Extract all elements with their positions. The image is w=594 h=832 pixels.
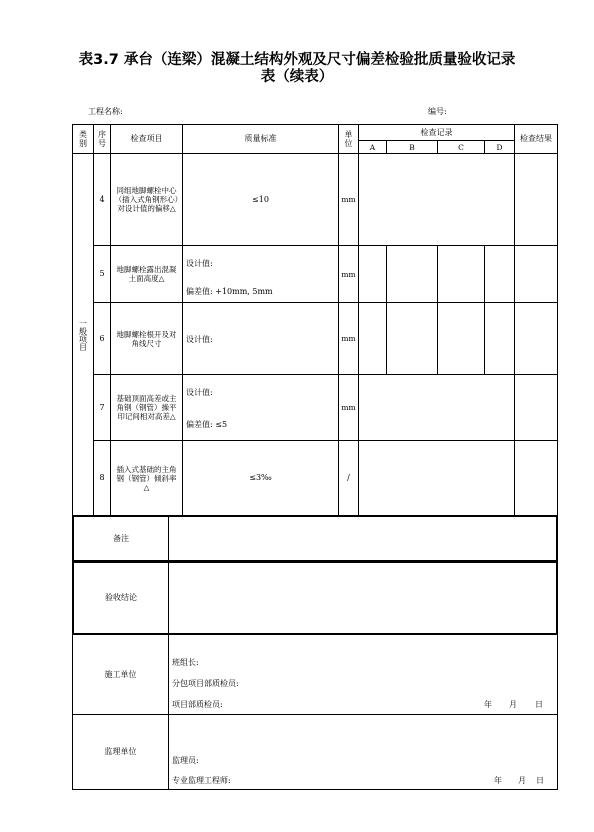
row-4-seq: 4 <box>93 153 111 246</box>
row-7-record[interactable] <box>358 374 515 441</box>
row-8-standard: ≤3‰ <box>182 440 339 516</box>
sub-inspector-label: 分包项目部质检员: <box>172 679 239 688</box>
row-5-design-value: 设计值: <box>186 259 213 268</box>
supervisor-label: 监理员: <box>172 756 199 765</box>
row-4-result[interactable] <box>514 153 558 246</box>
header-seq: 序号 <box>93 124 111 154</box>
supervision-year: 年 <box>494 776 502 785</box>
row-7-seq: 7 <box>93 374 111 441</box>
header-standard: 质量标准 <box>182 124 339 154</box>
header-col-d: D <box>484 140 515 154</box>
row-6-seq: 6 <box>93 302 111 375</box>
row-5-seq: 5 <box>93 245 111 303</box>
construction-day: 日 <box>535 700 543 709</box>
row-7-design-value: 设计值: <box>186 388 213 397</box>
row-6-record-d[interactable] <box>484 302 515 375</box>
remarks-label: 备注 <box>72 515 169 562</box>
row-8-result[interactable] <box>514 440 558 516</box>
header-col-c: C <box>437 140 485 154</box>
row-6-result[interactable] <box>514 302 558 375</box>
supervising-engineer-label: 专业监理工程师: <box>172 776 231 785</box>
header-result: 检查结果 <box>514 124 558 154</box>
row-5-standard <box>182 245 339 303</box>
number-label: 编号: <box>428 107 447 116</box>
remarks-field[interactable] <box>168 515 558 562</box>
row-5-record-d[interactable] <box>484 245 515 303</box>
row-6-record-c[interactable] <box>437 302 485 375</box>
row-6-record-a[interactable] <box>358 302 387 375</box>
row-4-standard: ≤10 <box>182 153 339 246</box>
project-inspector-label: 项目部质检员: <box>172 700 223 709</box>
row-7-result[interactable] <box>514 374 558 441</box>
supervision-month: 月 <box>518 776 526 785</box>
row-5-deviation: 偏差值: +10mm, 5mm <box>186 287 273 296</box>
construction-unit-label: 施工单位 <box>72 634 169 715</box>
row-8-record[interactable] <box>358 440 515 516</box>
row-4-record[interactable] <box>358 153 515 246</box>
row-7-standard <box>182 374 339 441</box>
category-general: 一般项目 <box>72 153 94 516</box>
row-8-unit: / <box>338 440 359 516</box>
construction-month: 月 <box>509 700 517 709</box>
row-5-record-a[interactable] <box>358 245 387 303</box>
row-5-record-c[interactable] <box>437 245 485 303</box>
header-col-a: A <box>358 140 387 154</box>
row-4-item: 同组地脚螺栓中心（插入式角钢形心）对设计值的偏移△ <box>110 153 183 246</box>
supervision-unit-sign-area[interactable] <box>168 714 558 790</box>
header-unit: 单位 <box>338 124 359 154</box>
conclusion-field[interactable] <box>168 561 558 635</box>
construction-year: 年 <box>484 700 492 709</box>
form-title <box>0 52 594 86</box>
form-title-line2: 表（续表） <box>260 69 334 85</box>
row-7-item: 基础顶面高差或主角钢（钢管）操平印记间相对高差△ <box>110 374 183 441</box>
header-record: 检查记录 <box>358 124 515 141</box>
supervision-day: 日 <box>536 776 544 785</box>
row-7-unit: mm <box>338 374 359 441</box>
project-name-label: 工程名称: <box>88 107 123 116</box>
row-5-result[interactable] <box>514 245 558 303</box>
row-7-deviation: 偏差值: ≤5 <box>186 420 228 429</box>
supervision-unit-label: 监理单位 <box>72 714 169 790</box>
row-5-item: 地脚螺栓露出混凝土面高度△ <box>110 245 183 303</box>
row-5-unit: mm <box>338 245 359 303</box>
form-title-line1: 表3.7 承台（连梁）混凝土结构外观及尺寸偏差检验批质量验收记录 <box>78 52 516 68</box>
construction-unit-sign-area[interactable] <box>168 634 558 715</box>
row-6-standard <box>182 302 339 375</box>
row-6-unit: mm <box>338 302 359 375</box>
header-col-b: B <box>386 140 438 154</box>
header-item: 检查项目 <box>110 124 183 154</box>
row-6-record-b[interactable] <box>386 302 438 375</box>
row-8-seq: 8 <box>93 440 111 516</box>
row-4-unit: mm <box>338 153 359 246</box>
conclusion-label: 验收结论 <box>72 561 169 635</box>
row-8-item: 插入式基础的主角钢（钢管）倾斜率△ <box>110 440 183 516</box>
header-category: 类别 <box>72 124 94 154</box>
team-leader-label: 班组长: <box>172 658 199 667</box>
row-6-design-value: 设计值: <box>186 335 213 344</box>
row-5-record-b[interactable] <box>386 245 438 303</box>
row-6-item: 地脚螺栓根开及对角线尺寸 <box>110 302 183 375</box>
